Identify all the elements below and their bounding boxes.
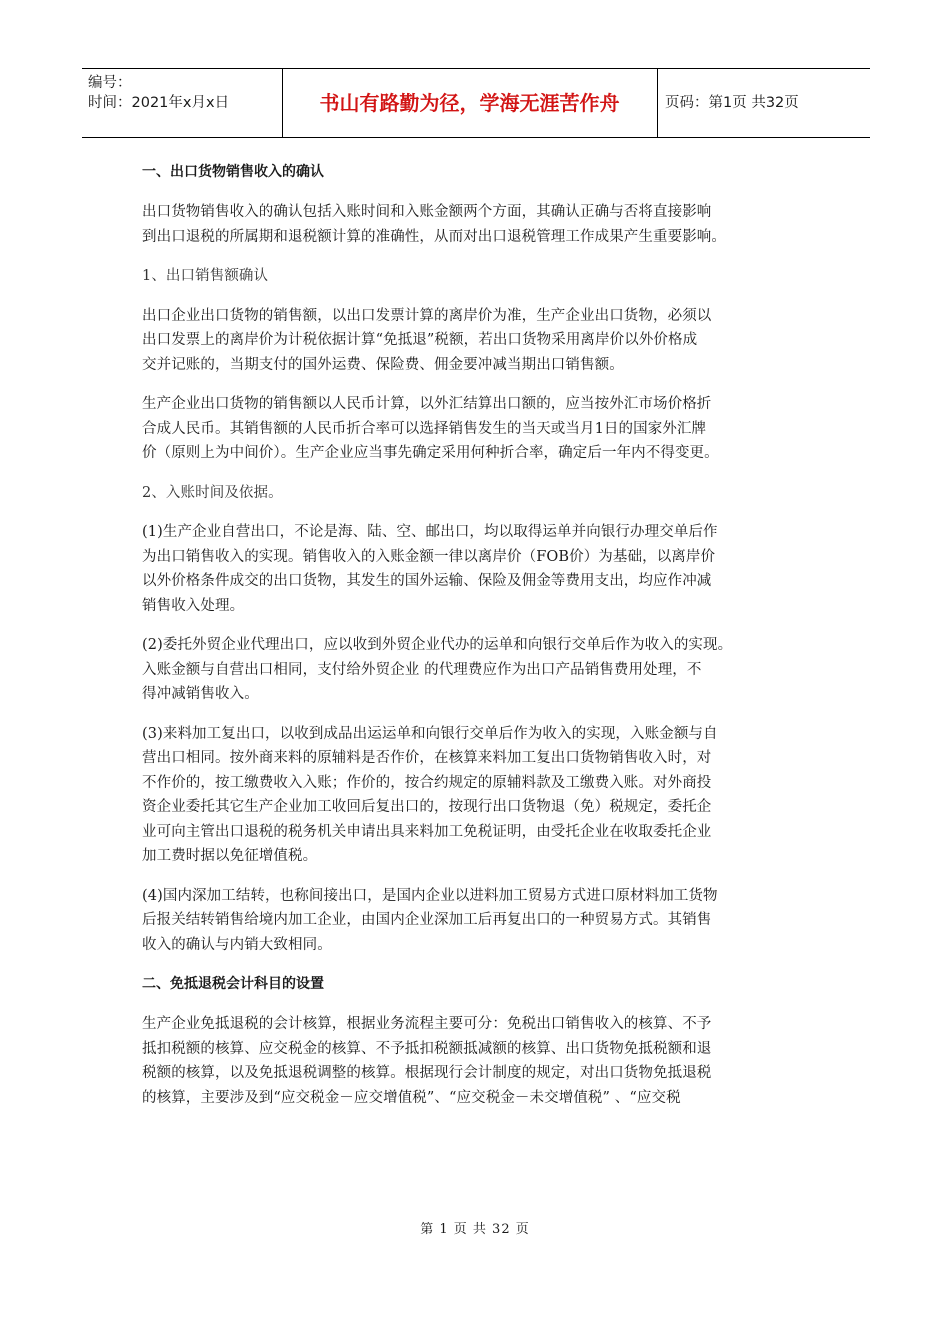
- text-line: (2)委托外贸企业代理出口，应以收到外贸企业代办的运单和向银行交单后作为收入的实现。: [142, 637, 733, 653]
- header-time-label: 时间：2021年x月x日: [88, 95, 230, 111]
- text-line: 的核算，主要涉及到“应交税金－应交增值税”、“应交税金－未交增值税” 、“应交税: [142, 1089, 681, 1106]
- text-line: 加工费时据以免征增值税。: [142, 848, 318, 864]
- text-line: (1)生产企业自营出口，不论是海、陆、空、邮出口，均以取得运单并向银行办理交单后作: [142, 524, 718, 540]
- text-line: 税额的核算，以及免抵退税调整的核算。根据现行会计制度的规定，对出口货物免抵退税: [142, 1065, 712, 1081]
- text-line: 销售收入处理。: [142, 597, 245, 614]
- section-heading: [142, 972, 812, 996]
- subsection-heading: [142, 264, 812, 289]
- text-line: (4)国内深加工结转，也称间接出口，是国内企业以进料加工贸易方式进口原材料加工货物: [142, 887, 718, 904]
- header-page-info: 页码：第1页 共32页: [665, 95, 799, 111]
- text-line: 1、出口销售额确认: [142, 268, 269, 284]
- text-line: 生产企业出口货物的销售额以人民币计算，以外汇结算出口额的，应当按外汇市场价格折: [142, 396, 712, 412]
- paragraph: [142, 392, 812, 466]
- paragraph: [142, 722, 812, 869]
- text-line: 出口货物销售收入的确认包括入账时间和入账金额两个方面，其确认正确与否将直接影响: [142, 204, 712, 220]
- document-body: [142, 160, 812, 1125]
- header-motto: 书山有路勤为径，学海无涯苦作舟: [319, 91, 620, 115]
- paragraph: [142, 304, 812, 378]
- text-line: 为出口销售收入的实现。销售收入的入账金额一律以离岸价（FOB价）为基础，以离岸价: [142, 548, 716, 565]
- text-line: 二、免抵退税会计科目的设置: [142, 976, 324, 992]
- text-line: 出口企业出口货物的销售额，以出口发票计算的离岸价为准，生产企业出口货物，必须以: [142, 307, 712, 324]
- text-line: 收入的确认与内销大致相同。: [142, 936, 332, 953]
- text-line: 合成人民币。其销售额的人民币折合率可以选择销售发生的当天或当月1日的国家外汇牌: [142, 420, 707, 437]
- text-line: 业可向主管出口退税的税务机关申请出具来料加工免税证明，由受托企业在收取委托企业: [142, 823, 712, 840]
- text-line: 后报关结转销售给境内加工企业，由国内企业深加工后再复出口的一种贸易方式。其销售: [142, 912, 712, 928]
- paragraph: [142, 200, 812, 249]
- paragraph: [142, 1012, 812, 1110]
- text-line: 资企业委托其它生产企业加工收回后复出口的，按现行出口货物退（免）税规定，委托企: [142, 799, 712, 815]
- text-line: 价（原则上为中间价）。生产企业应当事先确定采用何种折合率，确定后一年内不得变更。: [142, 445, 719, 461]
- text-line: 一、出口货物销售收入的确认: [142, 164, 324, 180]
- page-footer: 第 1 页 共 32 页: [420, 1222, 530, 1237]
- paragraph: [142, 633, 812, 707]
- text-line: 2、入账时间及依据。: [142, 484, 283, 501]
- text-line: (3)来料加工复出口，以收到成品出运运单和向银行交单后作为收入的实现，入账金额与自: [142, 725, 718, 742]
- text-line: 入账金额与自营出口相同，支付给外贸企业 的代理费应作为出口产品销售费用处理，不: [142, 661, 702, 678]
- header-meta: [88, 73, 288, 113]
- text-line: 生产企业免抵退税的会计核算，根据业务流程主要可分：免税出口销售收入的核算、不予: [142, 1016, 712, 1032]
- text-line: 到出口退税的所属期和退税额计算的准确性，从而对出口退税管理工作成果产生重要影响。: [142, 228, 726, 245]
- paragraph: [142, 884, 812, 958]
- text-line: 以外价格条件成交的出口货物，其发生的国外运输、保险及佣金等费用支出，均应作冲减: [142, 573, 712, 589]
- subsection-heading: [142, 481, 812, 506]
- page-header: [82, 68, 870, 138]
- text-line: 得冲减销售收入。: [142, 686, 259, 702]
- header-number-label: 编号：: [88, 75, 132, 91]
- text-line: 交并记账的，当期支付的国外运费、保险费、佣金要冲减当期出口销售额。: [142, 356, 624, 373]
- paragraph: [142, 520, 812, 618]
- text-line: 营出口相同。按外商来料的原辅料是否作价，在核算来料加工复出口货物销售收入时，对: [142, 750, 712, 766]
- text-line: 出口发票上的离岸价为计税依据计算“免抵退”税额，若出口货物采用离岸价以外价格成: [142, 332, 698, 348]
- header-divider-right: [657, 69, 658, 137]
- text-line: 抵扣税额的核算、应交税金的核算、不予抵扣税额抵减额的核算、出口货物免抵税额和退: [142, 1040, 712, 1057]
- section-heading: [142, 160, 812, 184]
- text-line: 不作价的，按工缴费收入入账；作价的，按合约规定的原辅料款及工缴费入账。对外商投: [142, 774, 712, 791]
